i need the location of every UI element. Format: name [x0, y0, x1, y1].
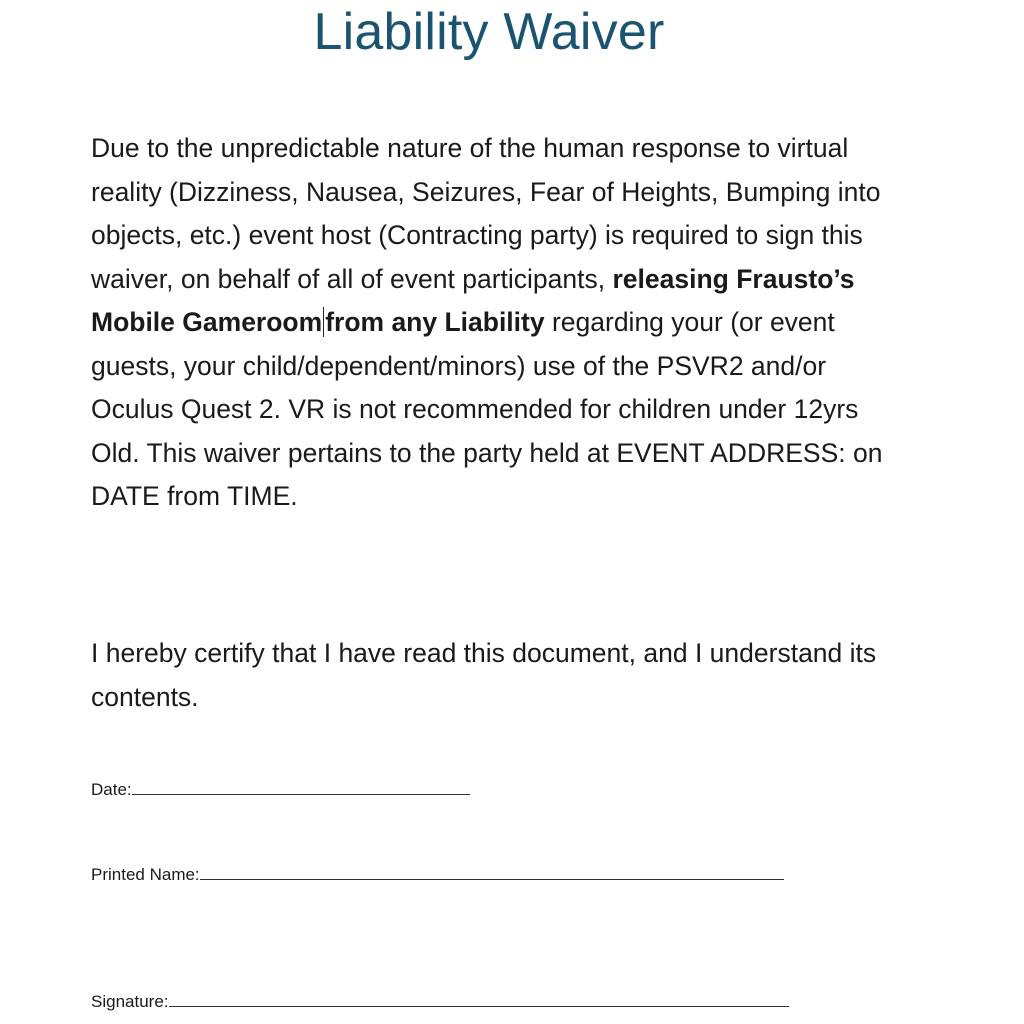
waiver-intro-text: Due to the unpredictable nature of the human response to virtual reality (Dizziness, Nausea, Seizures, Fear of Heights, Bumping into objects, etc.) event host (Contracting party) is required to sign this waiver, on behalf of all of event participants,	[91, 133, 881, 294]
date-line[interactable]	[132, 779, 470, 795]
signature-label: Signature:	[91, 992, 169, 1011]
waiver-rest-text: regarding your (or event guests, your child/dependent/minors) use of the PSVR2 and/or Oculus Quest 2. VR is not recommended for children under 12yrs Old. This waiver pertains to the party held at EVENT ADDRESS: on DATE from TIME.	[91, 307, 883, 511]
certification-paragraph: I hereby certify that I have read this document, and I understand its contents.	[91, 638, 877, 712]
printed-name-field[interactable]	[91, 864, 784, 886]
waiver-paragraph	[91, 127, 891, 519]
document-title: Liability Waiver	[313, 3, 665, 61]
printed-name-line[interactable]	[200, 864, 784, 880]
date-field[interactable]	[91, 779, 470, 801]
signature-line[interactable]	[169, 991, 789, 1007]
signature-field[interactable]	[91, 991, 789, 1013]
waiver-bold-text-2: from any Liability	[325, 307, 545, 337]
printed-name-label: Printed Name:	[91, 865, 200, 884]
waiver-bold-text-1: releasing Frausto’s Mobile Gameroom	[91, 263, 855, 337]
date-label: Date:	[91, 780, 132, 799]
